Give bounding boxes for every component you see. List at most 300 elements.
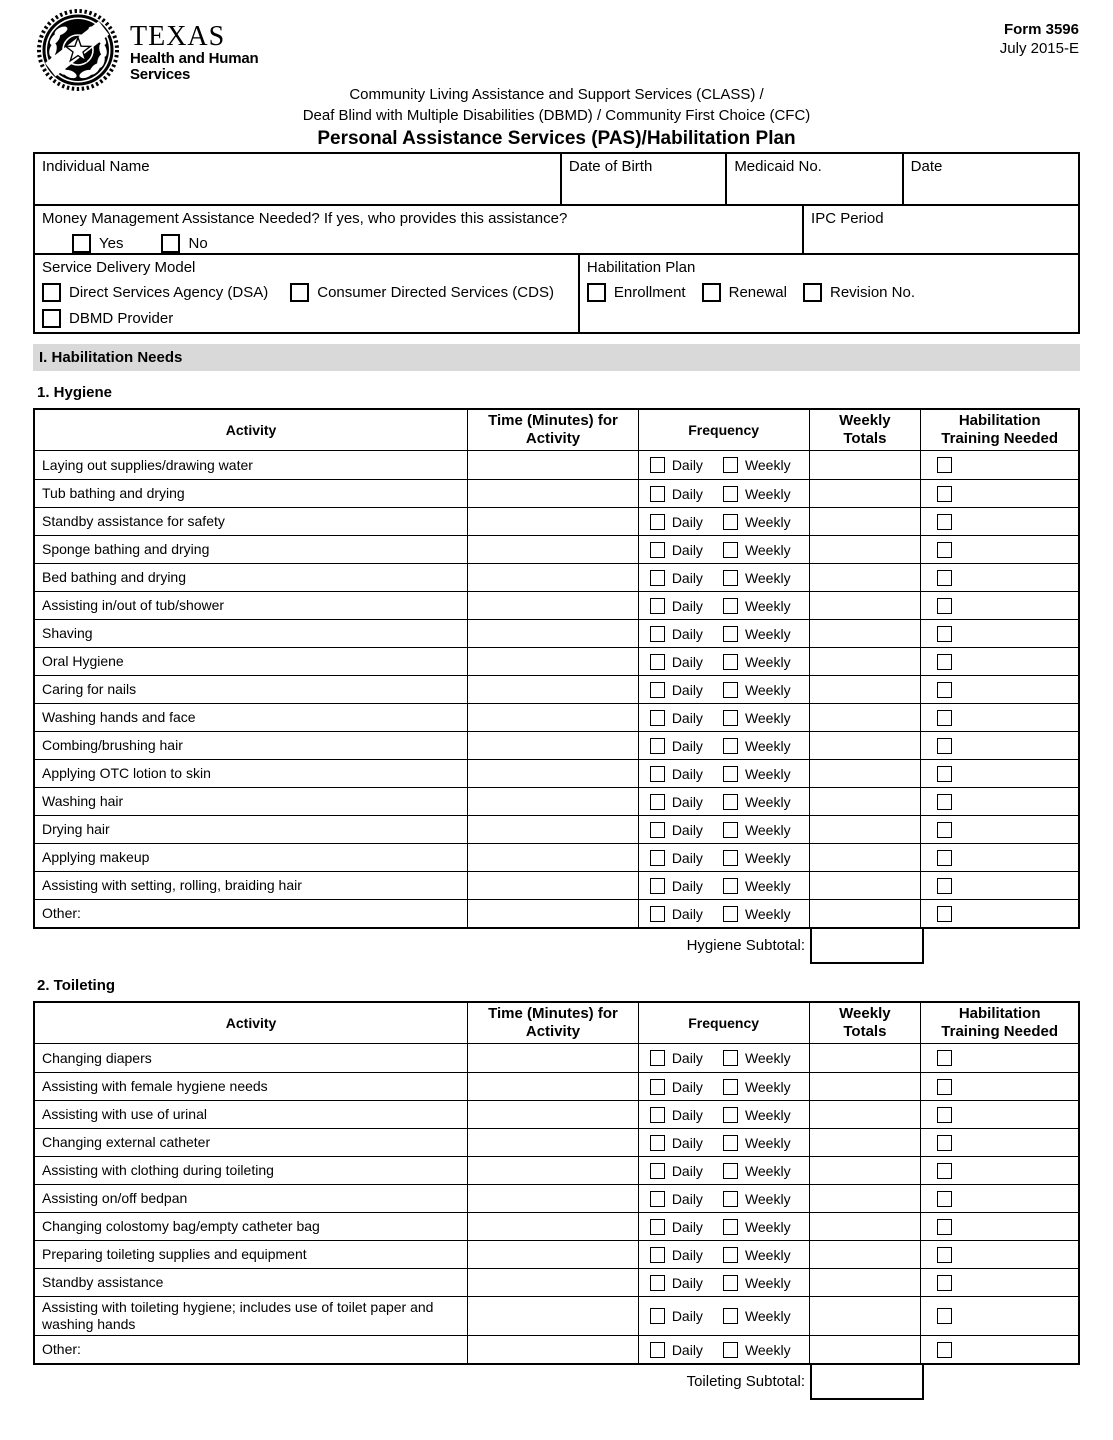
frequency-cell (638, 451, 809, 479)
daily-label: Daily (671, 877, 703, 894)
no-label: No (188, 235, 208, 252)
activity-label: Preparing toileting supplies and equipment (42, 1246, 307, 1262)
weekly-totals-input[interactable] (809, 564, 921, 591)
time-minutes-input[interactable] (467, 536, 638, 563)
training-needed-checkbox[interactable] (937, 710, 952, 726)
activity-label: Drying hair (42, 821, 110, 837)
agency-name (130, 20, 259, 83)
activity-label: Assisting with use of urinal (42, 1106, 207, 1122)
activity-label: Applying makeup (42, 849, 150, 865)
weekly-label: Weekly (744, 737, 791, 754)
daily-label: Daily (671, 1134, 703, 1151)
daily-checkbox[interactable] (650, 1275, 665, 1291)
time-minutes-input[interactable] (467, 648, 638, 675)
daily-checkbox[interactable] (650, 542, 665, 558)
weekly-totals-input[interactable] (809, 1101, 921, 1128)
page-title: Personal Assistance Services (PAS)/Habilitation Plan (317, 128, 796, 149)
weekly-totals-input[interactable] (809, 676, 921, 703)
training-cell (920, 564, 1078, 591)
weekly-checkbox[interactable] (723, 1079, 738, 1095)
weekly-checkbox[interactable] (723, 906, 738, 922)
weekly-totals-input[interactable] (809, 480, 921, 507)
training-needed-checkbox[interactable] (937, 850, 952, 866)
daily-label: Daily (671, 513, 703, 530)
daily-checkbox[interactable] (650, 1342, 665, 1358)
training-needed-checkbox[interactable] (937, 514, 952, 530)
daily-label: Daily (671, 625, 703, 642)
weekly-checkbox[interactable] (723, 766, 738, 782)
time-minutes-input[interactable] (467, 564, 638, 591)
table-row (35, 591, 1078, 619)
time-minutes-input[interactable] (467, 872, 638, 899)
form-number: Form 3596 (1003, 21, 1079, 38)
training-needed-checkbox[interactable] (937, 626, 952, 642)
training-cell (920, 1101, 1078, 1128)
daily-label: Daily (671, 597, 703, 614)
table-row (35, 1212, 1078, 1240)
training-cell (920, 676, 1078, 703)
weekly-checkbox[interactable] (723, 682, 738, 698)
weekly-checkbox[interactable] (723, 654, 738, 670)
training-needed-checkbox[interactable] (937, 1342, 952, 1358)
activity-label: Other: (42, 905, 81, 921)
daily-label: Daily (671, 1218, 703, 1235)
activity-label: Changing external catheter (42, 1134, 211, 1150)
training-needed-checkbox[interactable] (937, 1275, 952, 1291)
table-row (35, 535, 1078, 563)
time-minutes-input[interactable] (467, 1336, 638, 1363)
activity-label: Shaving (42, 625, 93, 641)
daily-checkbox[interactable] (650, 1050, 665, 1066)
time-minutes-input[interactable] (467, 508, 638, 535)
weekly-totals-input[interactable] (809, 844, 921, 871)
activity-label: Assisting with setting, rolling, braiding hair (42, 877, 302, 893)
weekly-label: Weekly (744, 1190, 791, 1207)
table-row (35, 815, 1078, 843)
daily-checkbox[interactable] (650, 1191, 665, 1207)
frequency-cell (638, 536, 809, 563)
frequency-cell (638, 1044, 809, 1072)
weekly-checkbox[interactable] (723, 486, 738, 502)
time-minutes-input[interactable] (467, 451, 638, 479)
daily-label: Daily (671, 737, 703, 754)
daily-checkbox[interactable] (650, 822, 665, 838)
training-needed-checkbox[interactable] (937, 486, 952, 502)
time-minutes-input[interactable] (467, 1297, 638, 1335)
weekly-label: Weekly (744, 1106, 791, 1123)
activity-label: Standby assistance for safety (42, 513, 225, 529)
col-time: Time (Minutes) for Activity (467, 1003, 638, 1043)
toileting-subtotal-label: Toileting Subtotal: (686, 1373, 805, 1390)
activity-label: Washing hands and face (42, 709, 196, 725)
weekly-checkbox[interactable] (723, 1247, 738, 1263)
table-row (35, 507, 1078, 535)
activity-label: Tub bathing and drying (42, 485, 185, 501)
individual-name-field[interactable]: Individual Name (42, 158, 150, 175)
daily-checkbox[interactable] (650, 654, 665, 670)
logo-dept-line1: Health and Human (130, 49, 259, 67)
frequency-cell (638, 704, 809, 731)
activity-table (33, 408, 1080, 929)
training-needed-checkbox[interactable] (937, 766, 952, 782)
frequency-cell (638, 1157, 809, 1184)
weekly-totals-input[interactable] (809, 536, 921, 563)
toileting-section (0, 977, 1113, 1400)
time-minutes-input[interactable] (467, 1269, 638, 1296)
time-minutes-input[interactable] (467, 816, 638, 843)
frequency-cell (638, 592, 809, 619)
subtitle-line1: Community Living Assistance and Support Services (CLASS) / (349, 86, 764, 103)
training-cell (920, 1336, 1078, 1363)
weekly-totals-input[interactable] (809, 732, 921, 759)
weekly-totals-input[interactable] (809, 451, 921, 479)
weekly-totals-input[interactable] (809, 1269, 921, 1296)
weekly-totals-input[interactable] (809, 704, 921, 731)
time-minutes-input[interactable] (467, 788, 638, 815)
training-cell (920, 760, 1078, 787)
daily-label: Daily (671, 485, 703, 502)
daily-label: Daily (671, 765, 703, 782)
daily-label: Daily (671, 681, 703, 698)
time-minutes-input[interactable] (467, 1157, 638, 1184)
weekly-checkbox[interactable] (723, 1275, 738, 1291)
daily-checkbox[interactable] (650, 794, 665, 810)
weekly-totals-input[interactable] (809, 1336, 921, 1363)
time-minutes-input[interactable] (467, 1185, 638, 1212)
date-of-birth-field[interactable]: Date of Birth (560, 154, 725, 204)
renewal-checkbox[interactable] (702, 283, 721, 302)
daily-checkbox[interactable] (650, 626, 665, 642)
activity-label: Assisting with female hygiene needs (42, 1078, 268, 1094)
revision-checkbox[interactable] (803, 283, 822, 302)
training-needed-checkbox[interactable] (937, 794, 952, 810)
weekly-checkbox[interactable] (723, 1219, 738, 1235)
daily-checkbox[interactable] (650, 457, 665, 473)
activity-label: Laying out supplies/drawing water (42, 456, 253, 473)
daily-label: Daily (671, 457, 703, 473)
weekly-checkbox[interactable] (723, 457, 738, 473)
daily-checkbox[interactable] (650, 1163, 665, 1179)
dsa-label: Direct Services Agency (DSA) (69, 284, 269, 301)
weekly-label: Weekly (744, 877, 791, 894)
time-minutes-input[interactable] (467, 1213, 638, 1240)
activity-table (33, 1001, 1080, 1365)
frequency-cell (638, 872, 809, 899)
table-row (35, 899, 1078, 927)
training-cell (920, 480, 1078, 507)
subtitle-line2: Deaf Blind with Multiple Disabilities (DBMD) / Community First Choice (CFC) (302, 107, 811, 124)
training-needed-checkbox[interactable] (937, 1219, 952, 1235)
daily-checkbox[interactable] (650, 1308, 665, 1324)
daily-label: Daily (671, 821, 703, 838)
table-row (35, 1044, 1078, 1072)
time-minutes-input[interactable] (467, 480, 638, 507)
frequency-cell (638, 1129, 809, 1156)
daily-checkbox[interactable] (650, 906, 665, 922)
training-needed-checkbox[interactable] (937, 822, 952, 838)
time-minutes-input[interactable] (467, 732, 638, 759)
weekly-checkbox[interactable] (723, 1342, 738, 1358)
frequency-cell (638, 900, 809, 927)
weekly-checkbox[interactable] (723, 1107, 738, 1123)
daily-label: Daily (671, 849, 703, 866)
training-needed-checkbox[interactable] (937, 654, 952, 670)
daily-checkbox[interactable] (650, 766, 665, 782)
identification-table (33, 152, 1080, 334)
frequency-cell (638, 1073, 809, 1100)
frequency-cell (638, 564, 809, 591)
service-delivery-label: Service Delivery Model (42, 259, 196, 276)
training-needed-checkbox[interactable] (937, 1163, 952, 1179)
money-management-cell (35, 206, 802, 253)
weekly-checkbox[interactable] (723, 738, 738, 754)
cds-checkbox[interactable] (290, 283, 309, 302)
weekly-totals-input[interactable] (809, 1213, 921, 1240)
weekly-totals-input[interactable] (809, 1044, 921, 1072)
time-minutes-input[interactable] (467, 1129, 638, 1156)
subtotal-row (33, 929, 1080, 964)
training-needed-checkbox[interactable] (937, 457, 952, 473)
weekly-totals-input[interactable] (809, 1241, 921, 1268)
time-minutes-input[interactable] (467, 704, 638, 731)
time-minutes-input[interactable] (467, 844, 638, 871)
table-row (35, 619, 1078, 647)
daily-checkbox[interactable] (650, 598, 665, 614)
table-row (35, 703, 1078, 731)
dbmd-checkbox[interactable] (42, 309, 61, 328)
no-checkbox[interactable] (161, 234, 180, 253)
medicaid-no-field[interactable]: Medicaid No. (725, 154, 901, 204)
time-minutes-input[interactable] (467, 1241, 638, 1268)
weekly-checkbox[interactable] (723, 542, 738, 558)
time-minutes-input[interactable] (467, 1101, 638, 1128)
weekly-checkbox[interactable] (723, 1135, 738, 1151)
section-header: I. Habilitation Needs (33, 344, 1080, 371)
table-row (35, 675, 1078, 703)
activity-label: Changing colostomy bag/empty catheter bag (42, 1218, 320, 1234)
frequency-cell (638, 1297, 809, 1335)
logo-dept-line2: Services (130, 65, 191, 83)
daily-checkbox[interactable] (650, 682, 665, 698)
weekly-label: Weekly (744, 793, 791, 810)
weekly-totals-input[interactable] (809, 872, 921, 899)
dbmd-label: DBMD Provider (69, 310, 174, 327)
time-minutes-input[interactable] (467, 620, 638, 647)
col-training: Habilitation Training Needed (920, 410, 1078, 450)
weekly-totals-input[interactable] (809, 1073, 921, 1100)
training-needed-checkbox[interactable] (937, 1107, 952, 1123)
training-cell (920, 844, 1078, 871)
weekly-totals-input[interactable] (809, 900, 921, 927)
frequency-cell (638, 480, 809, 507)
table-row (35, 1128, 1078, 1156)
frequency-cell (638, 676, 809, 703)
enrollment-checkbox[interactable] (587, 283, 606, 302)
training-needed-checkbox[interactable] (937, 906, 952, 922)
money-management-question: Money Management Assistance Needed? If yes, who provides this assistance? (42, 210, 568, 227)
time-minutes-input[interactable] (467, 900, 638, 927)
time-minutes-input[interactable] (467, 676, 638, 703)
weekly-label: Weekly (744, 765, 791, 782)
weekly-checkbox[interactable] (723, 794, 738, 810)
table-header-row (35, 410, 1078, 451)
training-needed-checkbox[interactable] (937, 1247, 952, 1263)
weekly-label: Weekly (744, 625, 791, 642)
weekly-label: Weekly (744, 569, 791, 586)
time-minutes-input[interactable] (467, 1044, 638, 1072)
weekly-label: Weekly (744, 541, 791, 558)
daily-checkbox[interactable] (650, 514, 665, 530)
frequency-cell (638, 760, 809, 787)
time-minutes-input[interactable] (467, 592, 638, 619)
weekly-checkbox[interactable] (723, 1050, 738, 1066)
col-time: Time (Minutes) for Activity (467, 410, 638, 450)
toileting-subtotal-input[interactable] (810, 1364, 924, 1400)
table-row (35, 1296, 1078, 1335)
weekly-totals-input[interactable] (809, 816, 921, 843)
training-cell (920, 1241, 1078, 1268)
frequency-cell (638, 816, 809, 843)
weekly-totals-input[interactable] (809, 1129, 921, 1156)
training-needed-checkbox[interactable] (937, 1135, 952, 1151)
weekly-checkbox[interactable] (723, 570, 738, 586)
activity-label: Assisting with toileting hygiene; includes use of toilet paper and washing hands (42, 1299, 434, 1332)
frequency-cell (638, 1269, 809, 1296)
table-row (35, 1240, 1078, 1268)
table-row (35, 1335, 1078, 1363)
training-needed-checkbox[interactable] (937, 1050, 952, 1066)
activity-label: Other: (42, 1341, 81, 1357)
weekly-label: Weekly (744, 821, 791, 838)
weekly-checkbox[interactable] (723, 1163, 738, 1179)
training-cell (920, 1213, 1078, 1240)
weekly-label: Weekly (744, 681, 791, 698)
activity-label: Assisting on/off bedpan (42, 1190, 188, 1206)
weekly-totals-input[interactable] (809, 648, 921, 675)
frequency-cell (638, 648, 809, 675)
weekly-label: Weekly (744, 457, 791, 473)
weekly-checkbox[interactable] (723, 710, 738, 726)
logo-org-text: TEXAS (130, 20, 226, 52)
daily-checkbox[interactable] (650, 1219, 665, 1235)
training-needed-checkbox[interactable] (937, 682, 952, 698)
daily-checkbox[interactable] (650, 850, 665, 866)
table-row (35, 787, 1078, 815)
training-cell (920, 704, 1078, 731)
weekly-label: Weekly (744, 905, 791, 922)
weekly-totals-input[interactable] (809, 620, 921, 647)
weekly-checkbox[interactable] (723, 626, 738, 642)
table-row (35, 1184, 1078, 1212)
table-row (35, 871, 1078, 899)
habilitation-plan-label: Habilitation Plan (586, 259, 696, 276)
weekly-checkbox[interactable] (723, 598, 738, 614)
weekly-label: Weekly (744, 1274, 791, 1291)
weekly-checkbox[interactable] (723, 514, 738, 530)
cds-label: Consumer Directed Services (CDS) (317, 284, 554, 301)
weekly-totals-input[interactable] (809, 788, 921, 815)
daily-checkbox[interactable] (650, 738, 665, 754)
weekly-checkbox[interactable] (723, 878, 738, 894)
frequency-cell (638, 788, 809, 815)
training-cell (920, 1185, 1078, 1212)
activity-label: Assisting with clothing during toileting (42, 1162, 274, 1178)
daily-checkbox[interactable] (650, 1135, 665, 1151)
training-needed-checkbox[interactable] (937, 1308, 952, 1324)
weekly-totals-input[interactable] (809, 508, 921, 535)
yes-checkbox[interactable] (72, 234, 91, 253)
service-delivery-cell (35, 255, 578, 332)
daily-checkbox[interactable] (650, 570, 665, 586)
weekly-totals-input[interactable] (809, 760, 921, 787)
daily-checkbox[interactable] (650, 710, 665, 726)
weekly-label: Weekly (744, 1078, 791, 1095)
revision-label: Revision No. (829, 284, 916, 301)
training-needed-checkbox[interactable] (937, 878, 952, 894)
table-row (35, 1072, 1078, 1100)
ipc-period-field[interactable]: IPC Period (802, 206, 1078, 253)
daily-checkbox[interactable] (650, 1079, 665, 1095)
time-minutes-input[interactable] (467, 1073, 638, 1100)
weekly-label: Weekly (744, 485, 791, 502)
weekly-totals-input[interactable] (809, 1185, 921, 1212)
daily-checkbox[interactable] (650, 486, 665, 502)
weekly-label: Weekly (744, 1162, 791, 1179)
training-needed-checkbox[interactable] (937, 598, 952, 614)
table-row (35, 1100, 1078, 1128)
daily-checkbox[interactable] (650, 878, 665, 894)
weekly-totals-input[interactable] (809, 592, 921, 619)
daily-checkbox[interactable] (650, 1107, 665, 1123)
frequency-cell (638, 1185, 809, 1212)
weekly-checkbox[interactable] (723, 822, 738, 838)
weekly-totals-input[interactable] (809, 1157, 921, 1184)
daily-checkbox[interactable] (650, 1247, 665, 1263)
date-field[interactable]: Date (902, 154, 1078, 204)
training-needed-checkbox[interactable] (937, 570, 952, 586)
table-row (35, 479, 1078, 507)
frequency-cell (638, 1241, 809, 1268)
weekly-checkbox[interactable] (723, 1191, 738, 1207)
training-cell (920, 816, 1078, 843)
col-activity: Activity (225, 1014, 277, 1031)
training-needed-checkbox[interactable] (937, 738, 952, 754)
training-needed-checkbox[interactable] (937, 1079, 952, 1095)
training-needed-checkbox[interactable] (937, 542, 952, 558)
hygiene-subtotal-input[interactable] (810, 928, 924, 964)
table-row (35, 1268, 1078, 1296)
activity-label: Changing diapers (42, 1049, 152, 1066)
weekly-label: Weekly (744, 849, 791, 866)
training-cell (920, 1269, 1078, 1296)
subsection-heading: 2. Toileting (37, 977, 116, 994)
daily-label: Daily (671, 653, 703, 670)
weekly-checkbox[interactable] (723, 850, 738, 866)
col-activity: Activity (225, 421, 277, 438)
col-weekly-totals: Weekly Totals (809, 1003, 921, 1043)
time-minutes-input[interactable] (467, 760, 638, 787)
table-row (35, 563, 1078, 591)
daily-label: Daily (671, 709, 703, 726)
weekly-label: Weekly (744, 1308, 791, 1324)
daily-label: Daily (671, 793, 703, 810)
training-cell (920, 648, 1078, 675)
training-needed-checkbox[interactable] (937, 1191, 952, 1207)
weekly-totals-input[interactable] (809, 1297, 921, 1335)
weekly-label: Weekly (744, 1218, 791, 1235)
weekly-checkbox[interactable] (723, 1308, 738, 1324)
dsa-checkbox[interactable] (42, 283, 61, 302)
